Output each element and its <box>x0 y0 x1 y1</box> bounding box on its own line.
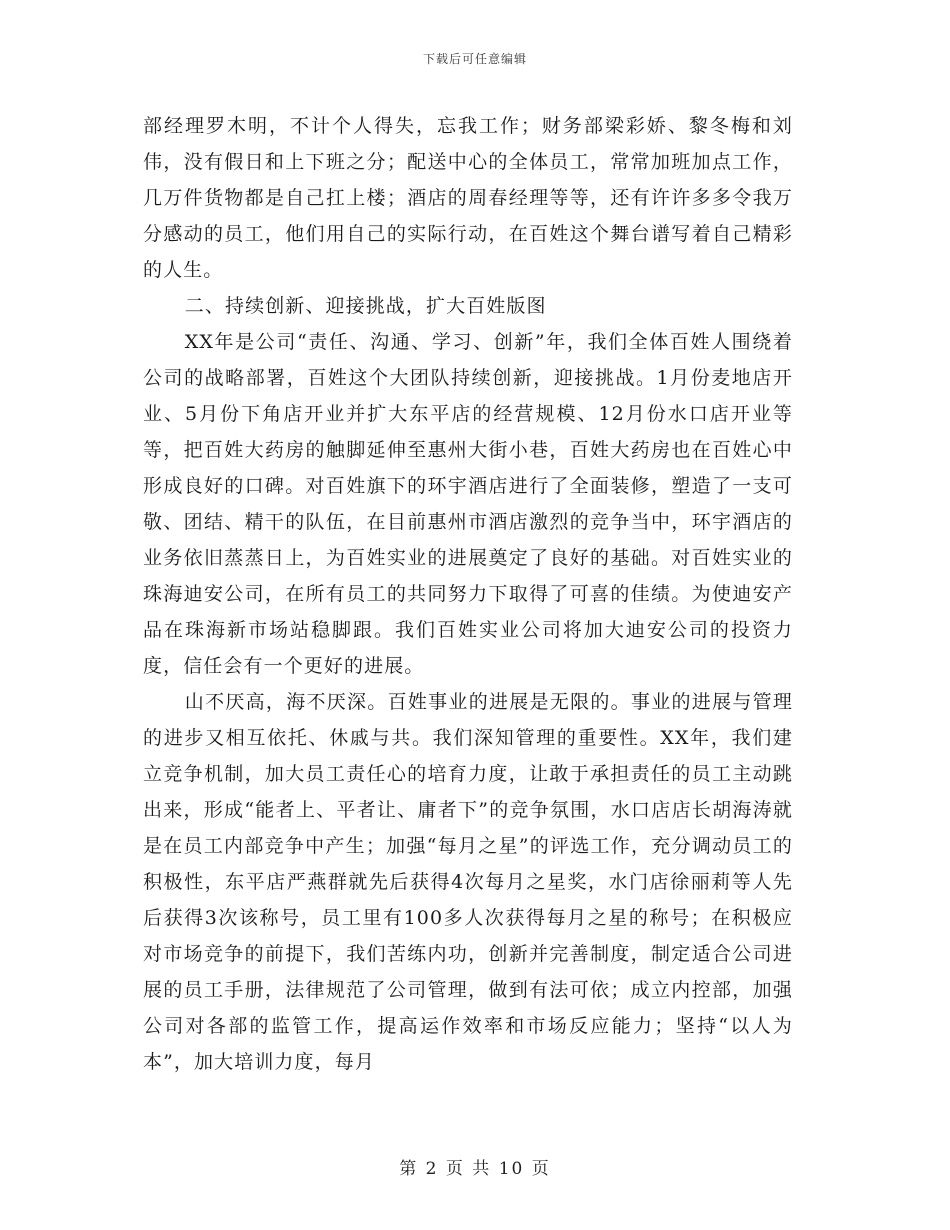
page-header: 下载后可任意编辑 <box>422 52 527 66</box>
body-paragraph: 山不厌高，海不厌深。百姓事业的进展是无限的。事业的进展与管理的进步又相互依托、休戚与共。我们深知管理的重要性。XX年，我们建立竞争机制，加大员工责任心的培育力度，让敢于承担责任的员工主动跳出来，形成“能者上、平者让、庸者下”的竞争氛围，水口店店长胡海涛就是在员工内部竞争中产生；加强“每月之星”的评选工作，充分调动员工的积极性，东平店严燕群就先后获得4次每月之星奖，水门店徐丽莉等人先后获得3次该称号，员工里有100多人次获得每月之星的称号；在积极应对市场竞争的前提下，我们苦练内功，创新并完善制度，制定适合公司进展的员工手册，法律规范了公司管理，做到有法可依；成立内控部，加强公司对各部的监管工作，提高运作效率和市场反应能力；坚持“以人为本”，加大培训力度，每月 <box>143 691 793 1073</box>
page-footer: 第 2 页 共 10 页 <box>399 1159 551 1179</box>
document-body <box>143 108 793 1080</box>
section-heading: 二、持续创新、迎接挑战，扩大百姓版图 <box>184 295 547 317</box>
body-paragraph: XX年是公司“责任、沟通、学习、创新”年，我们全体百姓人围绕着公司的战略部署，百姓这个大团队持续创新，迎接挑战。1月份麦地店开业、5月份下角店开业并扩大东平店的经营规模、12月份水口店开业等等，把百姓大药房的触脚延伸至惠州大街小巷，百姓大药房也在百姓心中形成良好的口碑。对百姓旗下的环宇酒店进行了全面装修，塑造了一支可敬、团结、精干的队伍，在目前惠州市酒店激烈的竞争当中，环宇酒店的业务依旧蒸蒸日上，为百姓实业的进展奠定了良好的基础。对百姓实业的珠海迪安公司，在所有员工的共同努力下取得了可喜的佳绩。为使迪安产品在珠海新市场站稳脚跟。我们百姓实业公司将加大迪安公司的投资力度，信任会有一个更好的进展。 <box>143 331 793 677</box>
body-paragraph: 部经理罗木明，不计个人得失，忘我工作；财务部梁彩娇、黎冬梅和刘伟，没有假日和上下班之分；配送中心的全体员工，常常加班加点工作，几万件货物都是自己扛上楼；酒店的周春经理等等，还有许许多多令我万分感动的员工，他们用自己的实际行动，在百姓这个舞台谱写着自己精彩的人生。 <box>143 115 793 281</box>
